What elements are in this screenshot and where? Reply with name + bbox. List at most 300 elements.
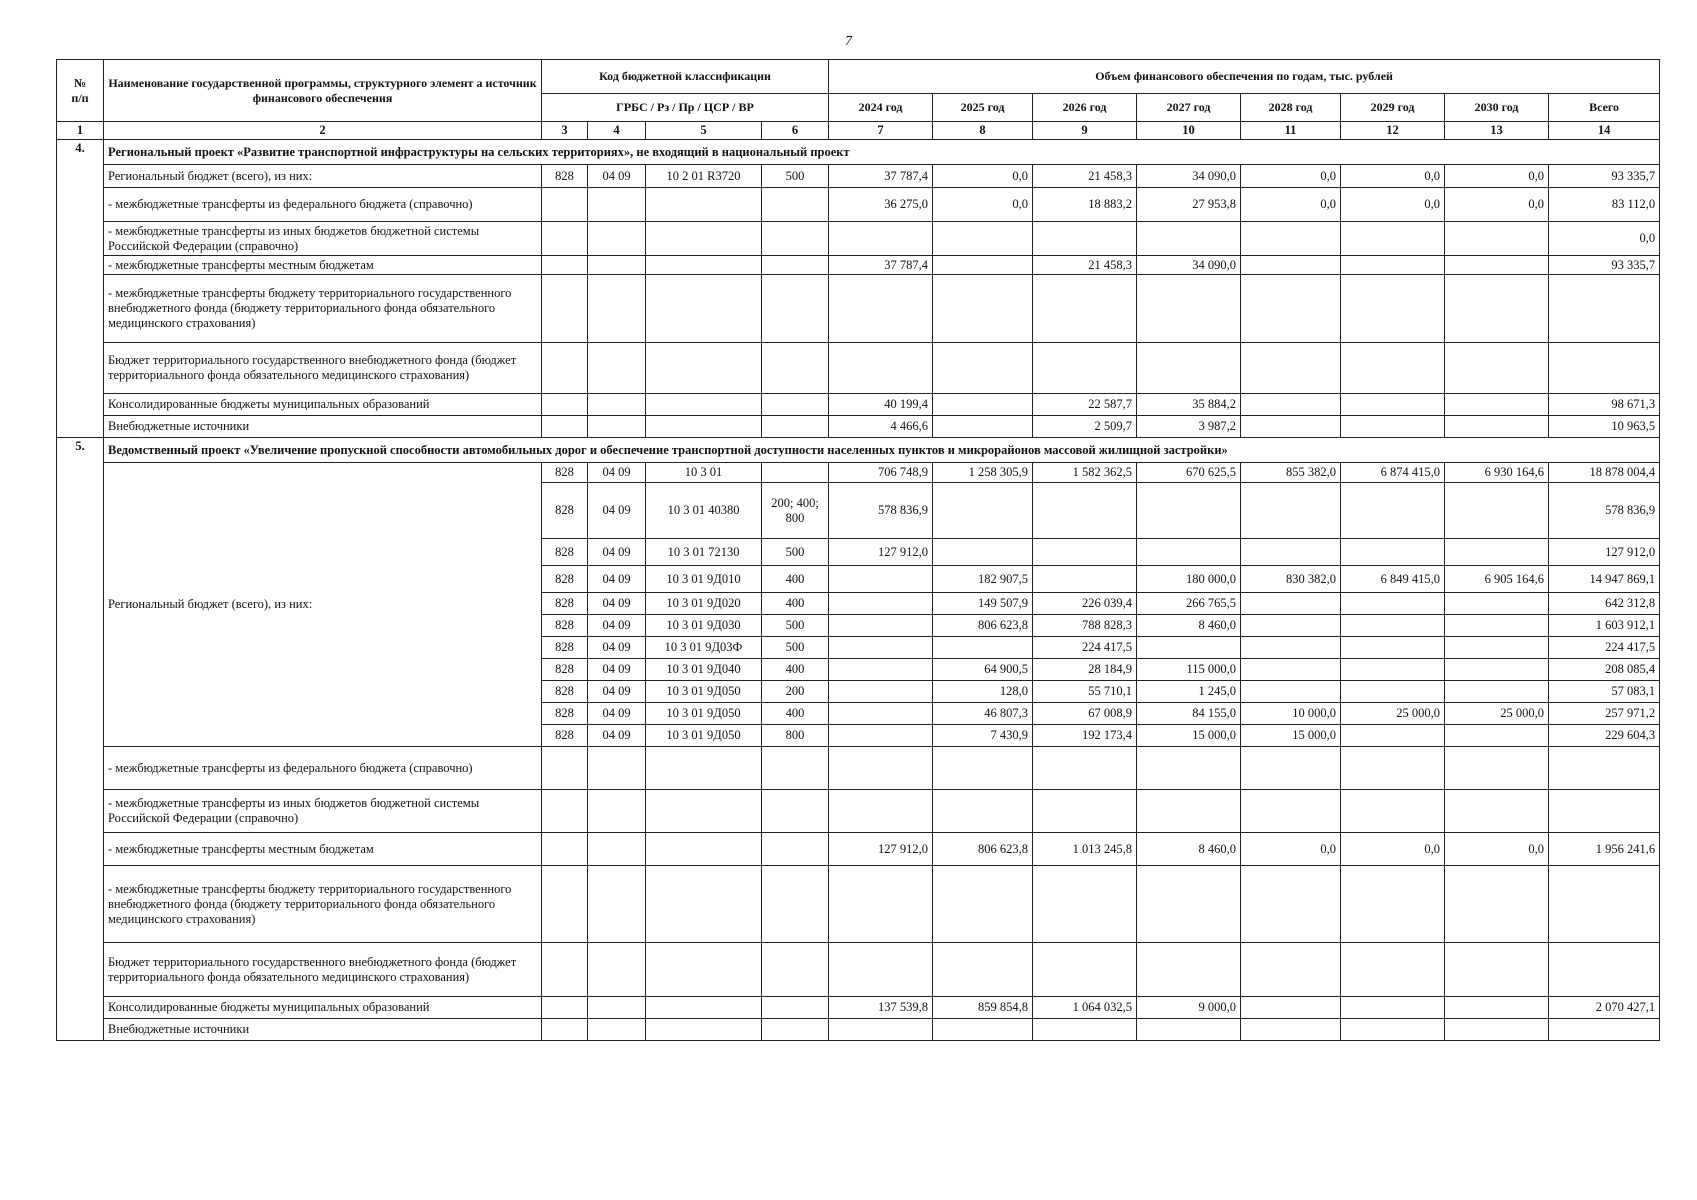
cell-year-value: [1341, 943, 1445, 997]
table-row: [57, 833, 1660, 866]
cell-grbs: 828: [542, 463, 588, 483]
cell-year-value: 0,0: [1445, 165, 1549, 188]
cell-total: [1549, 747, 1660, 790]
cell-year-value: [1241, 1019, 1341, 1041]
cell-year-value: [1137, 747, 1241, 790]
cell-vr: [762, 463, 829, 483]
cell-year-value: 21 458,3: [1033, 256, 1137, 275]
cell-csr: 10 3 01 9Д030: [646, 615, 762, 637]
row-label: - межбюджетные трансферты местным бюджетам: [104, 833, 542, 866]
cell-rzpr: [588, 1019, 646, 1041]
cell-grbs: 828: [542, 615, 588, 637]
cell-year-value: [1445, 222, 1549, 256]
cell-rzpr: 04 09: [588, 566, 646, 593]
cell-year-value: 84 155,0: [1137, 703, 1241, 725]
cell-year-value: [1341, 394, 1445, 416]
cell-year-value: 1 258 305,9: [933, 463, 1033, 483]
cell-year-value: 0,0: [933, 188, 1033, 222]
cell-year-value: [1241, 615, 1341, 637]
table-row: [57, 997, 1660, 1019]
cell-year-value: [1445, 681, 1549, 703]
header-code-group: Код бюджетной классификации: [542, 60, 829, 94]
cell-year-value: [1341, 615, 1445, 637]
cell-csr: 10 3 01 9Д050: [646, 703, 762, 725]
cell-year-value: 25 000,0: [1341, 703, 1445, 725]
cell-year-value: 46 807,3: [933, 703, 1033, 725]
cell-year-value: [1033, 275, 1137, 343]
cell-year-value: 830 382,0: [1241, 566, 1341, 593]
section-title: Ведомственный проект «Увеличение пропускной способности автомобильных дорог и обеспечение транспортной доступности населенных пунктов и микрорайонов массовой жилищной застройки»: [104, 438, 1660, 463]
cell-year-value: [1241, 343, 1341, 394]
row-label: Региональный бюджет (всего), из них:: [104, 463, 542, 747]
cell-vr: 400: [762, 703, 829, 725]
row-label: Консолидированные бюджеты муниципальных образований: [104, 997, 542, 1019]
cell-year-value: 127 912,0: [829, 833, 933, 866]
row-label: Внебюджетные источники: [104, 416, 542, 438]
cell-total: 10 963,5: [1549, 416, 1660, 438]
table-row: [57, 866, 1660, 943]
cell-grbs: [542, 943, 588, 997]
cell-year-value: 34 090,0: [1137, 165, 1241, 188]
cell-year-value: 182 907,5: [933, 566, 1033, 593]
cell-year-value: [1341, 1019, 1445, 1041]
cell-year-value: 15 000,0: [1241, 725, 1341, 747]
column-number: 11: [1241, 122, 1341, 140]
cell-year-value: 806 623,8: [933, 833, 1033, 866]
table-row: [57, 416, 1660, 438]
cell-total: 0,0: [1549, 222, 1660, 256]
cell-year-value: 9 000,0: [1137, 997, 1241, 1019]
cell-year-value: [933, 637, 1033, 659]
cell-year-value: 35 884,2: [1137, 394, 1241, 416]
row-label: - межбюджетные трансферты бюджету территориального государственного внебюджетного фонда (бюджету территориального фонда обязательного медицинского страхования): [104, 866, 542, 943]
cell-year-value: [1341, 539, 1445, 566]
cell-csr: [646, 394, 762, 416]
cell-total: 127 912,0: [1549, 539, 1660, 566]
table-row: [57, 188, 1660, 222]
cell-year-value: [933, 256, 1033, 275]
cell-rzpr: 04 09: [588, 615, 646, 637]
cell-year-value: [1241, 997, 1341, 1019]
cell-year-value: [1137, 866, 1241, 943]
cell-csr: 10 3 01 9Д03Ф: [646, 637, 762, 659]
cell-year-value: [1241, 483, 1341, 539]
cell-year-value: [1241, 222, 1341, 256]
cell-total: [1549, 943, 1660, 997]
cell-csr: [646, 343, 762, 394]
header-year: 2024 год: [829, 94, 933, 122]
cell-year-value: 128,0: [933, 681, 1033, 703]
column-number: 5: [646, 122, 762, 140]
cell-year-value: [1341, 790, 1445, 833]
cell-year-value: 64 900,5: [933, 659, 1033, 681]
cell-vr: [762, 997, 829, 1019]
row-label: - межбюджетные трансферты из иных бюджетов бюджетной системы Российской Федерации (справочно): [104, 222, 542, 256]
cell-vr: [762, 343, 829, 394]
table-row: [57, 790, 1660, 833]
cell-grbs: [542, 1019, 588, 1041]
cell-grbs: 828: [542, 725, 588, 747]
cell-rzpr: [588, 833, 646, 866]
cell-rzpr: [588, 416, 646, 438]
cell-year-value: 34 090,0: [1137, 256, 1241, 275]
cell-year-value: [933, 394, 1033, 416]
header-col-name: Наименование государственной программы, структурного элемент а источник финансового обеспечения: [104, 60, 542, 122]
table-row: [57, 747, 1660, 790]
cell-year-value: 1 064 032,5: [1033, 997, 1137, 1019]
cell-vr: 400: [762, 566, 829, 593]
cell-total: 229 604,3: [1549, 725, 1660, 747]
cell-year-value: 127 912,0: [829, 539, 933, 566]
cell-grbs: [542, 222, 588, 256]
column-number-row: [57, 122, 1660, 140]
header-col-no: № п/п: [57, 60, 104, 122]
cell-total: 578 836,9: [1549, 483, 1660, 539]
cell-year-value: [1341, 222, 1445, 256]
cell-year-value: 192 173,4: [1033, 725, 1137, 747]
cell-grbs: [542, 997, 588, 1019]
cell-total: [1549, 866, 1660, 943]
cell-year-value: [933, 866, 1033, 943]
cell-year-value: [1137, 222, 1241, 256]
table-row: [57, 943, 1660, 997]
cell-total: [1549, 790, 1660, 833]
cell-rzpr: [588, 222, 646, 256]
cell-year-value: 15 000,0: [1137, 725, 1241, 747]
cell-vr: 500: [762, 615, 829, 637]
cell-year-value: [1341, 256, 1445, 275]
cell-total: [1549, 343, 1660, 394]
cell-year-value: [1241, 394, 1341, 416]
cell-year-value: [1033, 566, 1137, 593]
row-label: Бюджет территориального государственного внебюджетного фонда (бюджет территориального фонда обязательного медицинского страхования): [104, 343, 542, 394]
cell-year-value: [933, 275, 1033, 343]
cell-year-value: 8 460,0: [1137, 833, 1241, 866]
cell-year-value: [829, 343, 933, 394]
cell-csr: [646, 222, 762, 256]
row-label: - межбюджетные трансферты из федерального бюджета (справочно): [104, 188, 542, 222]
cell-year-value: [1241, 275, 1341, 343]
cell-year-value: 0,0: [1341, 188, 1445, 222]
cell-year-value: 6 905 164,6: [1445, 566, 1549, 593]
column-number: 10: [1137, 122, 1241, 140]
cell-rzpr: 04 09: [588, 659, 646, 681]
cell-year-value: [1341, 343, 1445, 394]
cell-csr: 10 3 01 9Д010: [646, 566, 762, 593]
cell-year-value: [1137, 275, 1241, 343]
cell-year-value: [1137, 943, 1241, 997]
cell-year-value: 6 930 164,6: [1445, 463, 1549, 483]
cell-year-value: 18 883,2: [1033, 188, 1137, 222]
cell-year-value: [1033, 343, 1137, 394]
cell-year-value: [1137, 343, 1241, 394]
row-label: Региональный бюджет (всего), из них:: [104, 165, 542, 188]
cell-vr: 400: [762, 659, 829, 681]
cell-rzpr: 04 09: [588, 681, 646, 703]
cell-year-value: [1445, 593, 1549, 615]
header-year: 2026 год: [1033, 94, 1137, 122]
cell-year-value: [1445, 659, 1549, 681]
cell-csr: [646, 866, 762, 943]
cell-year-value: 855 382,0: [1241, 463, 1341, 483]
cell-year-value: [1137, 790, 1241, 833]
cell-year-value: [933, 483, 1033, 539]
cell-vr: 200; 400; 800: [762, 483, 829, 539]
cell-grbs: [542, 343, 588, 394]
column-number: 9: [1033, 122, 1137, 140]
cell-csr: 10 3 01 40380: [646, 483, 762, 539]
table-row: [57, 222, 1660, 256]
cell-year-value: 806 623,8: [933, 615, 1033, 637]
cell-year-value: [1241, 747, 1341, 790]
cell-vr: 800: [762, 725, 829, 747]
cell-grbs: 828: [542, 681, 588, 703]
cell-grbs: 828: [542, 593, 588, 615]
cell-year-value: [1033, 943, 1137, 997]
cell-vr: [762, 1019, 829, 1041]
cell-csr: [646, 1019, 762, 1041]
cell-csr: [646, 747, 762, 790]
header-year: 2028 год: [1241, 94, 1341, 122]
cell-year-value: [829, 222, 933, 256]
cell-year-value: [1341, 483, 1445, 539]
cell-year-value: [1341, 681, 1445, 703]
cell-year-value: [1341, 416, 1445, 438]
cell-year-value: [1033, 747, 1137, 790]
cell-grbs: [542, 416, 588, 438]
cell-grbs: 828: [542, 483, 588, 539]
cell-year-value: 2 509,7: [1033, 416, 1137, 438]
cell-year-value: [1341, 659, 1445, 681]
cell-year-value: [829, 275, 933, 343]
cell-year-value: 67 008,9: [1033, 703, 1137, 725]
cell-year-value: [1445, 275, 1549, 343]
cell-year-value: [829, 866, 933, 943]
cell-vr: 200: [762, 681, 829, 703]
cell-vr: [762, 747, 829, 790]
cell-year-value: [933, 222, 1033, 256]
cell-year-value: [1445, 790, 1549, 833]
cell-year-value: [1445, 725, 1549, 747]
budget-table: [56, 59, 1660, 1041]
cell-year-value: 28 184,9: [1033, 659, 1137, 681]
cell-year-value: [829, 566, 933, 593]
cell-year-value: [1033, 539, 1137, 566]
table-row: [57, 256, 1660, 275]
cell-total: 14 947 869,1: [1549, 566, 1660, 593]
cell-csr: 10 3 01 9Д050: [646, 681, 762, 703]
cell-grbs: [542, 866, 588, 943]
cell-rzpr: 04 09: [588, 637, 646, 659]
cell-grbs: 828: [542, 637, 588, 659]
header-year: 2027 год: [1137, 94, 1241, 122]
cell-year-value: 0,0: [1241, 165, 1341, 188]
table-row: [57, 275, 1660, 343]
row-label: Бюджет территориального государственного внебюджетного фонда (бюджет территориального фонда обязательного медицинского страхования): [104, 943, 542, 997]
cell-year-value: 6 849 415,0: [1341, 566, 1445, 593]
column-number: 2: [104, 122, 542, 140]
cell-vr: 500: [762, 165, 829, 188]
cell-year-value: 27 953,8: [1137, 188, 1241, 222]
table-row: [57, 165, 1660, 188]
cell-year-value: 788 828,3: [1033, 615, 1137, 637]
cell-year-value: 1 582 362,5: [1033, 463, 1137, 483]
cell-rzpr: [588, 256, 646, 275]
cell-year-value: [1445, 1019, 1549, 1041]
cell-year-value: [829, 1019, 933, 1041]
cell-year-value: [829, 790, 933, 833]
cell-grbs: [542, 747, 588, 790]
cell-total: 2 070 427,1: [1549, 997, 1660, 1019]
cell-csr: [646, 833, 762, 866]
cell-year-value: 0,0: [1241, 833, 1341, 866]
cell-year-value: 21 458,3: [1033, 165, 1137, 188]
cell-year-value: 0,0: [1445, 188, 1549, 222]
cell-rzpr: 04 09: [588, 703, 646, 725]
cell-year-value: 10 000,0: [1241, 703, 1341, 725]
column-number: 8: [933, 122, 1033, 140]
column-number: 6: [762, 122, 829, 140]
section-number: 5.: [57, 438, 104, 1041]
header-total: Всего: [1549, 94, 1660, 122]
cell-year-value: 40 199,4: [829, 394, 933, 416]
cell-csr: 10 3 01 9Д050: [646, 725, 762, 747]
cell-year-value: 180 000,0: [1137, 566, 1241, 593]
cell-rzpr: 04 09: [588, 593, 646, 615]
row-label: - межбюджетные трансферты местным бюджетам: [104, 256, 542, 275]
cell-rzpr: 04 09: [588, 725, 646, 747]
table-row: [57, 343, 1660, 394]
cell-grbs: [542, 833, 588, 866]
cell-year-value: 224 417,5: [1033, 637, 1137, 659]
cell-year-value: [1341, 637, 1445, 659]
cell-year-value: [1445, 943, 1549, 997]
cell-year-value: [1341, 275, 1445, 343]
cell-year-value: 22 587,7: [1033, 394, 1137, 416]
cell-year-value: 6 874 415,0: [1341, 463, 1445, 483]
cell-total: [1549, 1019, 1660, 1041]
section-title: Региональный проект «Развитие транспортной инфраструктуры на сельских территориях», не входящий в национальный проект: [104, 140, 1660, 165]
cell-rzpr: [588, 943, 646, 997]
cell-year-value: [1241, 659, 1341, 681]
cell-total: 257 971,2: [1549, 703, 1660, 725]
cell-csr: 10 3 01 9Д020: [646, 593, 762, 615]
page-number: 7: [845, 34, 852, 49]
cell-year-value: 37 787,4: [829, 256, 933, 275]
cell-year-value: 55 710,1: [1033, 681, 1137, 703]
column-number: 3: [542, 122, 588, 140]
cell-year-value: [1445, 866, 1549, 943]
cell-csr: [646, 943, 762, 997]
cell-csr: 10 3 01 9Д040: [646, 659, 762, 681]
cell-total: 83 112,0: [1549, 188, 1660, 222]
cell-grbs: 828: [542, 703, 588, 725]
section-number: 4.: [57, 140, 104, 438]
cell-year-value: [1445, 615, 1549, 637]
header-volume-group: Объем финансового обеспечения по годам, тыс. рублей: [829, 60, 1660, 94]
cell-year-value: 226 039,4: [1033, 593, 1137, 615]
cell-year-value: [1445, 256, 1549, 275]
column-number: 13: [1445, 122, 1549, 140]
cell-rzpr: 04 09: [588, 463, 646, 483]
cell-grbs: 828: [542, 539, 588, 566]
column-number: 1: [57, 122, 104, 140]
table-row: [57, 394, 1660, 416]
cell-year-value: 7 430,9: [933, 725, 1033, 747]
cell-vr: [762, 188, 829, 222]
cell-vr: 400: [762, 593, 829, 615]
cell-rzpr: 04 09: [588, 165, 646, 188]
cell-rzpr: [588, 866, 646, 943]
cell-year-value: [1341, 866, 1445, 943]
cell-grbs: 828: [542, 165, 588, 188]
cell-year-value: [1445, 483, 1549, 539]
row-label: Внебюджетные источники: [104, 1019, 542, 1041]
cell-year-value: 0,0: [1341, 165, 1445, 188]
cell-year-value: 859 854,8: [933, 997, 1033, 1019]
cell-year-value: [829, 747, 933, 790]
cell-vr: [762, 790, 829, 833]
cell-year-value: 25 000,0: [1445, 703, 1549, 725]
table-row: [57, 463, 1660, 483]
cell-year-value: [1033, 483, 1137, 539]
cell-year-value: [1137, 539, 1241, 566]
cell-total: 18 878 004,4: [1549, 463, 1660, 483]
cell-rzpr: [588, 343, 646, 394]
cell-total: 642 312,8: [1549, 593, 1660, 615]
cell-year-value: [1033, 790, 1137, 833]
cell-rzpr: [588, 275, 646, 343]
header-year: 2025 год: [933, 94, 1033, 122]
cell-year-value: [1445, 997, 1549, 1019]
cell-total: 1 603 912,1: [1549, 615, 1660, 637]
cell-year-value: 8 460,0: [1137, 615, 1241, 637]
row-label: - межбюджетные трансферты бюджету территориального государственного внебюджетного фонда (бюджету территориального фонда обязательного медицинского страхования): [104, 275, 542, 343]
cell-total: 93 335,7: [1549, 256, 1660, 275]
cell-csr: [646, 790, 762, 833]
cell-rzpr: [588, 747, 646, 790]
cell-year-value: [1241, 416, 1341, 438]
cell-year-value: [1241, 539, 1341, 566]
cell-year-value: 149 507,9: [933, 593, 1033, 615]
cell-csr: [646, 416, 762, 438]
cell-year-value: [829, 943, 933, 997]
header-code-sub: ГРБС / Рз / Пр / ЦСР / ВР: [542, 94, 829, 122]
cell-vr: [762, 256, 829, 275]
cell-year-value: [1137, 637, 1241, 659]
cell-year-value: [1341, 747, 1445, 790]
cell-csr: 10 2 01 R3720: [646, 165, 762, 188]
cell-year-value: [1241, 681, 1341, 703]
cell-total: 57 083,1: [1549, 681, 1660, 703]
cell-total: 208 085,4: [1549, 659, 1660, 681]
cell-grbs: [542, 394, 588, 416]
cell-rzpr: [588, 790, 646, 833]
cell-year-value: [933, 943, 1033, 997]
cell-year-value: [1033, 1019, 1137, 1041]
column-number: 4: [588, 122, 646, 140]
section-title-row: [57, 438, 1660, 463]
cell-grbs: [542, 256, 588, 275]
cell-year-value: [933, 539, 1033, 566]
budget-table-sheet: [56, 59, 1660, 1041]
cell-year-value: [1341, 725, 1445, 747]
cell-year-value: [1241, 593, 1341, 615]
cell-year-value: [829, 637, 933, 659]
row-label: - межбюджетные трансферты из иных бюджетов бюджетной системы Российской Федерации (справочно): [104, 790, 542, 833]
cell-grbs: [542, 275, 588, 343]
cell-year-value: 0,0: [1445, 833, 1549, 866]
